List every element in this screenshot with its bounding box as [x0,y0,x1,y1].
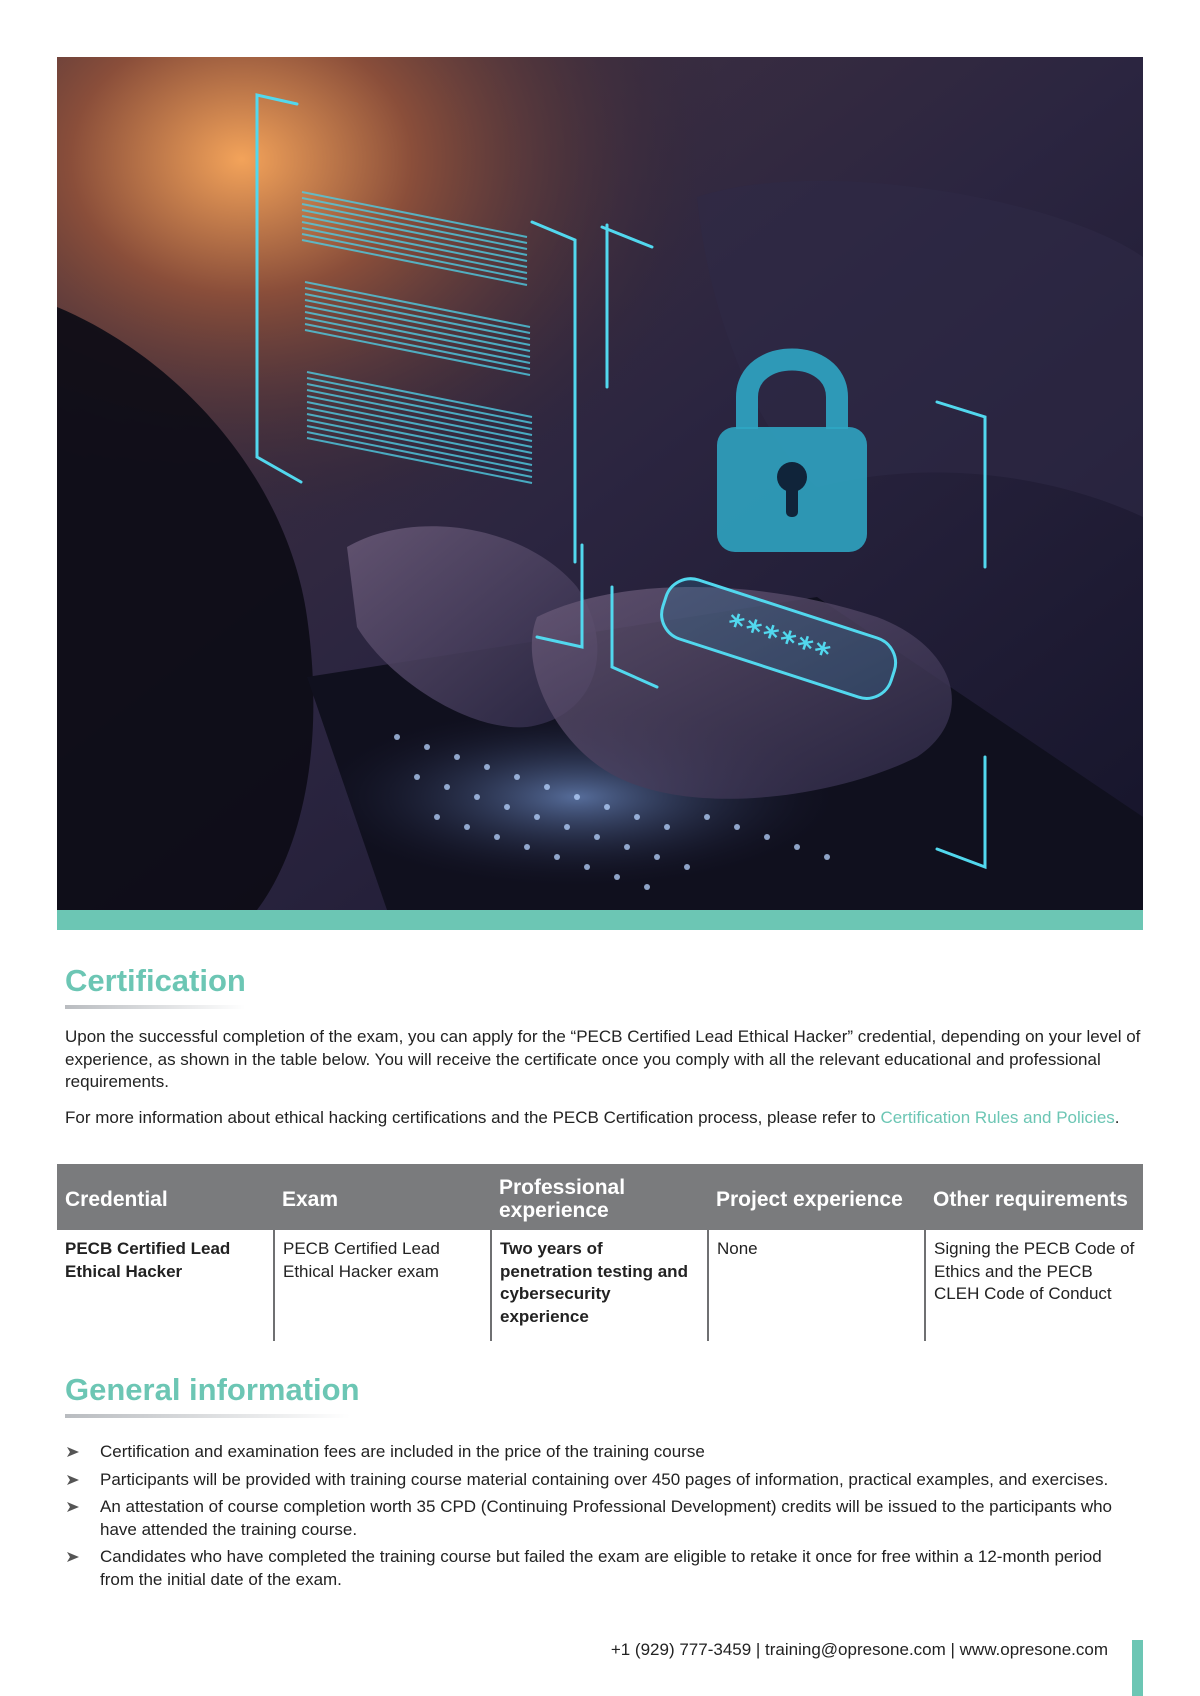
certification-more-info [65,1107,1145,1130]
certification-intro: Upon the successful completion of the exam, you can apply for the “PECB Certified Lead Ethical Hacker” credential, depending on your level of experience, as shown in the table below. You will receive the certificate once you comply with all the relevant educational and professional requirements. [65,1027,1141,1091]
header-exam: Exam [274,1164,491,1230]
cell-project-experience: None [708,1230,925,1341]
arrow-bullet-icon [66,1446,80,1458]
header-professional-experience: Professional experience [491,1164,708,1230]
list-item-text: Candidates who have completed the training course but failed the exam are eligible to retake it once for free within a 12-month period from the initial date of the exam. [100,1547,1102,1589]
cell-credential: PECB Certified Lead Ethical Hacker [65,1239,231,1281]
arrow-bullet-icon [66,1501,80,1513]
table-row [57,1230,1143,1341]
header-other-requirements: Other requirements [925,1164,1143,1230]
cell-exam: PECB Certified Lead Ethical Hacker exam [274,1230,491,1341]
table-header-row [57,1164,1143,1230]
list-item [65,1496,1125,1541]
hero-image [57,57,1143,910]
svg-text:******: ****** [721,606,836,674]
header-project-experience: Project experience [708,1164,925,1230]
list-item [65,1546,1125,1591]
cell-professional-experience: Two years of penetration testing and cybersecurity experience [491,1230,708,1341]
list-item-text: An attestation of course completion worth 35 CPD (Continuing Professional Development) credits will be issued to the participants who have attended the training course. [100,1497,1113,1539]
general-info-title-rule [65,1414,350,1418]
hero-accent-bar [57,910,1143,930]
certification-title-rule [65,1005,245,1009]
general-info-title: General information [65,1372,360,1407]
list-item-text: Participants will be provided with training course material containing over 450 pages of information, practical examples, and exercises. [100,1469,1109,1489]
cell-other-requirements: Signing the PECB Code of Ethics and the PECB CLEH Code of Conduct [925,1230,1143,1341]
list-item [65,1469,1125,1492]
arrow-bullet-icon [66,1474,80,1486]
footer-contact: +1 (929) 777-3459 | training@opresone.com | www.opresone.com [610,1640,1108,1659]
more-info-text: For more information about ethical hacking certifications and the PECB Certification process, please refer to [65,1108,881,1127]
header-credential: Credential [57,1164,274,1230]
more-info-suffix: . [1114,1108,1120,1127]
footer-accent-bar [1132,1640,1143,1696]
general-info-list [65,1441,1125,1596]
list-item-text: Certification and examination fees are included in the price of the training course [100,1442,705,1461]
certification-rules-link[interactable]: Certification Rules and Policies [880,1108,1115,1127]
arrow-bullet-icon [66,1551,80,1563]
list-item [65,1441,1125,1464]
credential-table [57,1164,1143,1341]
certification-title: Certification [65,963,246,998]
